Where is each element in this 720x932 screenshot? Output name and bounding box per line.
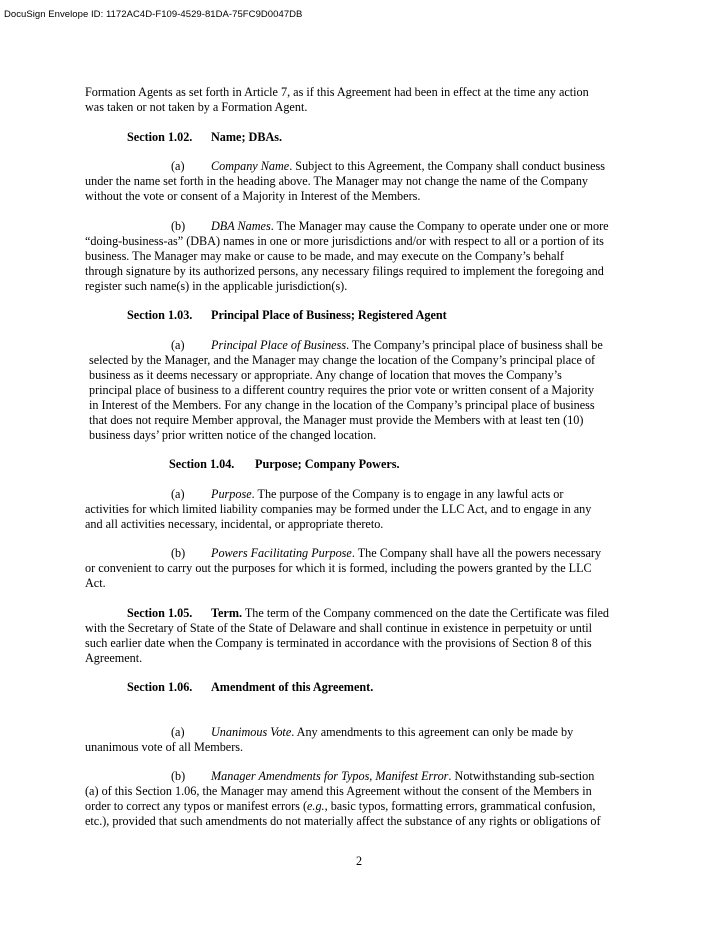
paragraph-line: that does not require Member approval, the Manager must provide the Members with at least ten (10) <box>89 413 584 427</box>
paragraph-line: (a) of this Section 1.06, the Manager may amend this Agreement without the consent of the Members in <box>85 784 592 798</box>
subsection-label: (a) <box>171 487 185 501</box>
paragraph-line: activities for which limited liability companies may be formed under the LLC Act, and to engage in any <box>85 502 592 516</box>
section-1-04-number: Section 1.04. <box>169 457 235 471</box>
subsection-heading: Powers Facilitating Purpose <box>211 546 352 560</box>
paragraph-line: Agreement. <box>85 651 143 665</box>
subsection-label: (a) <box>171 159 185 173</box>
subsection-line: Company Name. Subject to this Agreement, the Company shall conduct business <box>211 159 606 173</box>
subsection-label: (b) <box>171 769 186 783</box>
subsection-heading: Company Name <box>211 159 290 173</box>
paragraph-line: selected by the Manager, and the Manager may change the location of the Company’s principal place of <box>89 353 596 367</box>
paragraph-line: order to correct any typos or manifest errors (e.g., basic typos, formatting errors, grammatical confusion, <box>85 799 596 813</box>
section-1-05-line: Term. The term of the Company commenced on the date the Certificate was filed <box>211 606 609 620</box>
subsection-line: Powers Facilitating Purpose. The Company shall have all the powers necessary <box>211 546 602 560</box>
paragraph-line: such earlier date when the Company is terminated in accordance with the provisions of Section 8 of this <box>85 636 592 650</box>
subsection-heading: Purpose <box>211 487 252 501</box>
paragraph-line: was taken or not taken by a Formation Agent. <box>85 100 308 114</box>
paragraph-line: business days’ prior written notice of the changed location. <box>89 428 377 442</box>
subsection-heading: DBA Names <box>211 219 271 233</box>
paragraph-line: or convenient to carry out the purposes for which it is formed, including the powers granted by the LLC <box>85 561 592 575</box>
docusign-envelope-id: DocuSign Envelope ID: 1172AC4D-F109-4529-81DA-75FC9D0047DB <box>4 9 303 20</box>
subsection-line: Purpose. The purpose of the Company is to engage in any lawful acts or <box>211 487 564 501</box>
paragraph-line: without the vote or consent of a Majority in Interest of the Members. <box>85 189 421 203</box>
section-1-06-number: Section 1.06. <box>127 680 193 694</box>
subsection-line: DBA Names. The Manager may cause the Company to operate under one or more <box>211 219 609 233</box>
section-1-03-title: Principal Place of Business; Registered Agent <box>211 308 447 322</box>
paragraph-line: principal place of business to a different country requires the prior vote or written consent of a Majority <box>89 383 595 397</box>
section-1-02-number: Section 1.02. <box>127 130 193 144</box>
subsection-line: Manager Amendments for Typos, Manifest Error. Notwithstanding sub-section <box>211 769 595 783</box>
subsection-heading: Unanimous Vote <box>211 725 292 739</box>
subsection-line: Principal Place of Business. The Company’s principal place of business shall be <box>211 338 603 352</box>
subsection-line: Unanimous Vote. Any amendments to this agreement can only be made by <box>211 725 574 739</box>
paragraph-line: through signature by its authorized persons, any necessary filings required to implement the foregoing and <box>85 264 604 278</box>
paragraph-line: register such name(s) in the applicable jurisdiction(s). <box>85 279 348 293</box>
section-1-02-title: Name; DBAs. <box>211 130 283 144</box>
section-1-05-title: Term. <box>211 606 243 620</box>
section-1-03-number: Section 1.03. <box>127 308 193 322</box>
paragraph-line: under the name set forth in the heading above. The Manager may not change the name of the Company <box>85 174 589 188</box>
subsection-label: (a) <box>171 725 185 739</box>
paragraph-line: “doing-business-as” (DBA) names in one or more jurisdictions and/or with respect to all or a portion of its <box>85 234 604 248</box>
paragraph-line: etc.), provided that such amendments do not materially affect the substance of any rights or obligations of <box>85 814 601 828</box>
section-1-06-title: Amendment of this Agreement. <box>211 680 374 694</box>
paragraph-line: in Interest of the Members. For any change in the location of the Company’s principal place of business <box>89 398 595 412</box>
subsection-label: (a) <box>171 338 185 352</box>
subsection-label: (b) <box>171 219 186 233</box>
paragraph-line: business. The Manager may make or cause to be made, and may execute on the Company’s behalf <box>85 249 564 263</box>
subsection-heading: Manager Amendments for Typos, Manifest Error <box>211 769 449 783</box>
subsection-label: (b) <box>171 546 186 560</box>
paragraph-line: Formation Agents as set forth in Article 7, as if this Agreement had been in effect at the time any action <box>85 85 589 99</box>
paragraph-line: unanimous vote of all Members. <box>85 740 244 754</box>
page-number: 2 <box>356 854 363 868</box>
section-1-05-number: Section 1.05. <box>127 606 193 620</box>
section-1-04-title: Purpose; Company Powers. <box>255 457 400 471</box>
subsection-heading: Principal Place of Business <box>211 338 347 352</box>
paragraph-line: Act. <box>85 576 106 590</box>
paragraph-line: business as it deems necessary or appropriate. Any change of location that moves the Company’s <box>89 368 562 382</box>
paragraph-line: with the Secretary of State of the State of Delaware and shall continue in existence in perpetuity or until <box>85 621 592 635</box>
paragraph-line: and all activities necessary, incidental, or appropriate thereto. <box>85 517 384 531</box>
